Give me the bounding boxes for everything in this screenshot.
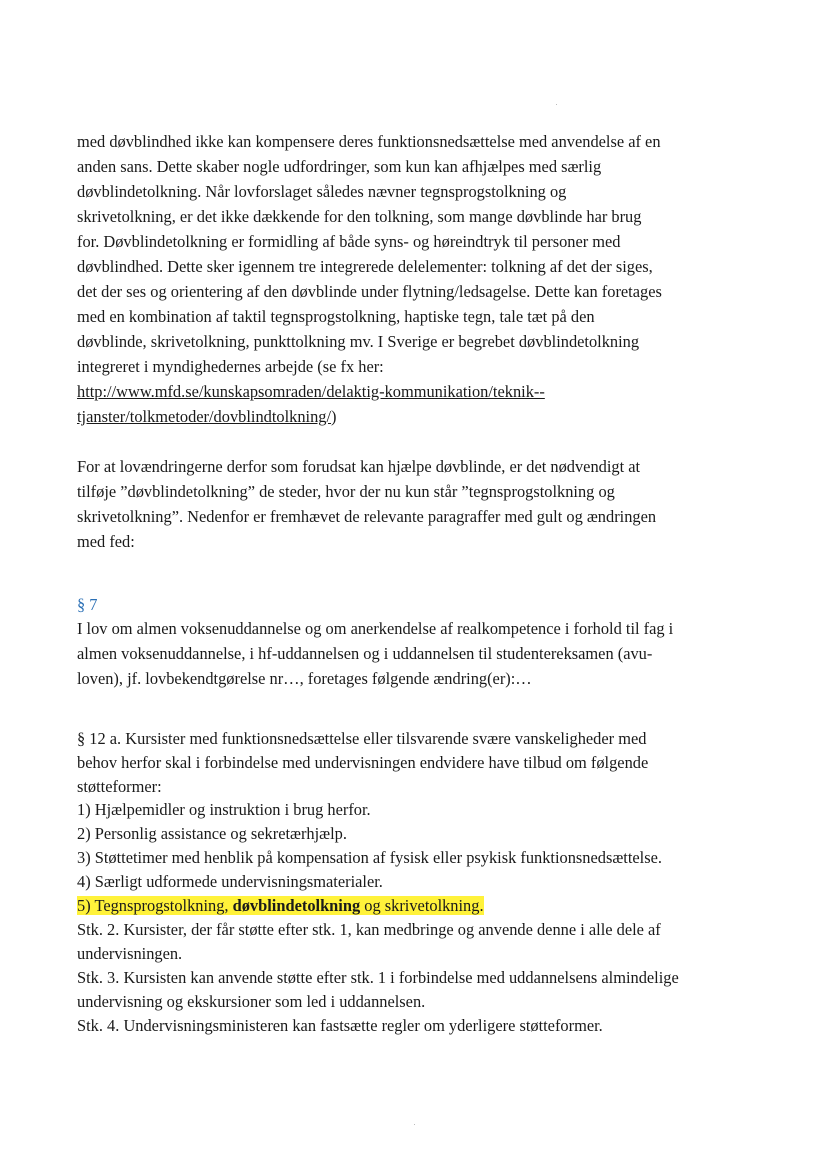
text-line: med fed: [77,532,135,551]
text-line: støtteformer: [77,777,162,796]
text-line: det der ses og orientering af den døvblinde under flytning/ledsagelse. Dette kan foretages [77,282,662,301]
scan-speck [414,1124,415,1125]
item5-text-end: og skrivetolkning. [360,896,484,915]
text-line: Stk. 2. Kursister, der får støtte efter stk. 1, kan medbringe og anvende denne i alle dele af [77,920,661,939]
text-line: døvblindhed. Dette sker igennem tre integrerede delelementer: tolkning af det der siges, [77,257,653,276]
scan-speck [556,104,557,105]
text-line: behov herfor skal i forbindelse med undervisningen endvidere have tilbud om følgende [77,753,649,772]
text-line: Stk. 4. Undervisningsministeren kan fastsætte regler om yderligere støtteformer. [77,1016,603,1035]
text-line: undervisningen. [77,944,183,963]
item5-bold-addition: døvblindetolkning [232,896,361,915]
text-line: § 12 a. Kursister med funktionsnedsættelse eller tilsvarende svære vanskeligheder med [77,729,647,748]
text-line: med en kombination af taktil tegnsprogstolkning, haptiske tegn, tale tæt på den [77,307,595,326]
text-line [77,407,337,427]
list-item: 1) Hjælpemidler og instruktion i brug herfor. [77,800,371,819]
text-line: med døvblindhed ikke kan kompensere deres funktionsnedsættelse med anvendelse af en [77,132,661,151]
text-line: undervisning og ekskursioner som led i uddannelsen. [77,992,426,1011]
text-line: døvblindetolkning. Når lovforslaget således nævner tegnsprogstolkning og [77,182,567,201]
text-line: loven), jf. lovbekendtgørelse nr…, foretages følgende ændring(er):… [77,669,532,688]
text-line: skrivetolkning”. Nedenfor er fremhævet de relevante paragraffer med gult og ændringen [77,507,657,526]
text-line [77,382,545,402]
highlight-span [77,896,484,915]
text-line: skrivetolkning, er det ikke dækkende for den tolkning, som mange døvblinde har brug [77,207,642,226]
text-line: anden sans. Dette skaber nogle udfordringer, som kun kan afhjælpes med særlig [77,157,602,176]
list-item: 2) Personlig assistance og sekretærhjælp. [77,824,347,843]
highlighted-list-item [77,896,484,916]
section-7-heading: § 7 [77,595,98,614]
text-line: for. Døvblindetolkning er formidling af både syns- og høreindtryk til personer med [77,232,621,251]
text-line: I lov om almen voksenuddannelse og om anerkendelse af realkompetence i forhold til fag i [77,619,674,638]
mfd-url-link-continued[interactable]: tjanster/tolkmetoder/dovblindtolkning/ [77,407,332,426]
list-item: 4) Særligt udformede undervisningsmaterialer. [77,872,383,891]
mfd-url-link[interactable]: http://www.mfd.se/kunskapsomraden/delaktig-kommunikation/teknik-- [77,382,545,401]
text-line: Stk. 3. Kursisten kan anvende støtte efter stk. 1 i forbindelse med uddannelsens almindelige [77,968,679,987]
text-line: For at lovændringerne derfor som forudsat kan hjælpe døvblinde, er det nødvendigt at [77,457,641,476]
closing-paren: ) [331,407,337,426]
text-line: integreret i myndighedernes arbejde (se fx her: [77,357,384,376]
item5-text-start: 5) Tegnsprogstolkning, [77,896,233,915]
list-item: 3) Støttetimer med henblik på kompensation af fysisk eller psykisk funktionsnedsættelse. [77,848,662,867]
text-line: almen voksenuddannelse, i hf-uddannelsen og i uddannelsen til studentereksamen (avu- [77,644,653,663]
text-line: tilføje ”døvblindetolkning” de steder, hvor der nu kun står ”tegnsprogstolkning og [77,482,615,501]
text-line: døvblinde, skrivetolkning, punkttolkning mv. I Sverige er begrebet døvblindetolkning [77,332,640,351]
